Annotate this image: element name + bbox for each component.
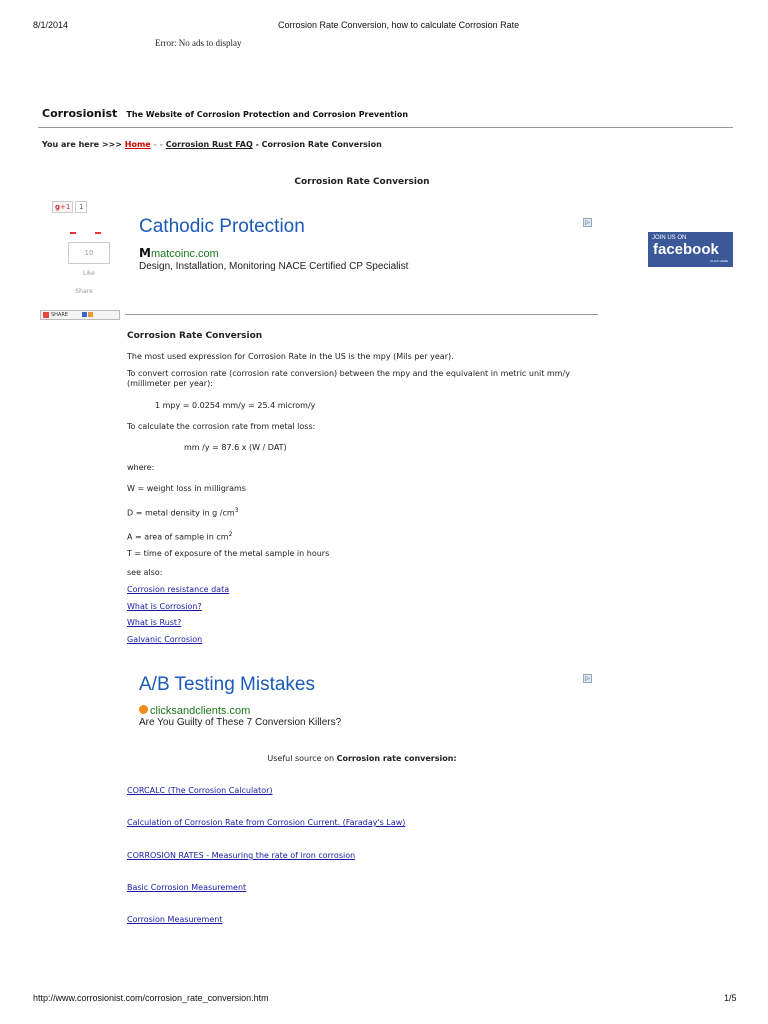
share-plus-icon: [43, 312, 49, 318]
print-title: Corrosion Rate Conversion, how to calculate Corrosion Rate: [278, 20, 520, 30]
article-divider: [125, 314, 598, 315]
ad1-desc: Design, Installation, Monitoring NACE Certified CP Specialist: [139, 261, 409, 272]
where-label: where:: [127, 463, 155, 472]
facebook-click-text: CLICK HERE: [709, 259, 728, 263]
gplus-button[interactable]: [52, 201, 73, 213]
breadcrumb-separator: - -: [153, 140, 163, 149]
gplus-icon: g: [55, 203, 61, 211]
ad1-title[interactable]: Cathodic Protection: [139, 216, 305, 237]
ad1-url[interactable]: matcoinc.com: [150, 248, 219, 260]
article-paragraph-convert: To convert corrosion rate (corrosion rate conversion) between the mpy and the equivalent in metric unit mm/y: [127, 369, 570, 378]
ad2-desc: Are You Guilty of These 7 Conversion Killers?: [139, 717, 342, 728]
addthis-share-button[interactable]: [40, 310, 120, 320]
article-heading: Corrosion Rate Conversion: [127, 331, 263, 341]
article-paragraph-mpy: The most used expression for Corrosion Rate in the US is the mpy (Mils per year).: [127, 352, 454, 361]
breadcrumb: [42, 140, 382, 149]
print-date: 8/1/2014: [33, 20, 69, 30]
print-page-number: 1/5: [724, 993, 737, 1003]
share-services-icon: [82, 312, 87, 317]
conversion-equation: 1 mpy = 0.0254 mm/y = 25.4 microm/y: [155, 401, 316, 410]
like-button[interactable]: Like: [83, 270, 95, 277]
facebook-logo: facebook: [653, 241, 719, 258]
corrosion-rate-formula: mm /y = 87.6 x (W / DAT): [184, 443, 287, 452]
facebook-join-text: JOIN US ON: [652, 235, 687, 241]
gplus-label: +1: [60, 203, 71, 211]
source-link[interactable]: Basic Corrosion Measurement: [127, 883, 247, 892]
print-footer-url: http://www.corrosionist.com/corrosion_rate_conversion.htm: [33, 993, 269, 1003]
site-header: [42, 102, 408, 121]
article-paragraph-convert-cont: (millimeter per year):: [127, 379, 213, 388]
like-count-box: 10: [68, 242, 110, 264]
breadcrumb-current: - Corrosion Rate Conversion: [255, 140, 382, 149]
breadcrumb-prefix: You are here >>>: [42, 140, 122, 149]
share-services-icon: [88, 312, 93, 317]
ad1-url-row: [139, 242, 219, 261]
ad2-title[interactable]: A/B Testing Mistakes: [139, 674, 316, 695]
ad2-url-row: [139, 699, 250, 718]
see-also-link[interactable]: What is Rust?: [127, 618, 182, 627]
site-tagline: The Website of Corrosion Protection and Corrosion Prevention: [126, 110, 409, 119]
a-definition: A = area of sample in $cm^2$: [127, 531, 233, 542]
see-also-link[interactable]: What is Corrosion?: [127, 602, 202, 611]
sources-intro: Useful source on Corrosion rate conversion:: [267, 754, 457, 763]
t-definition: T = time of exposure of the metal sample in hours: [127, 549, 330, 558]
see-also-link[interactable]: Galvanic Corrosion: [127, 635, 203, 644]
red-mark-icon: [70, 232, 76, 234]
source-link[interactable]: Corrosion Measurement: [127, 915, 223, 924]
source-link[interactable]: Calculation of Corrosion Rate from Corrosion Current. (Faraday's Law): [127, 818, 406, 827]
gplus-count: 1: [75, 201, 87, 213]
breadcrumb-faq-link[interactable]: Corrosion Rust FAQ: [165, 140, 253, 149]
source-link[interactable]: CORROSION RATES - Measuring the rate of iron corrosion: [127, 851, 356, 860]
clicksandclients-logo-icon: [139, 705, 148, 714]
breadcrumb-home-link[interactable]: Home: [124, 140, 151, 149]
share-link[interactable]: Share: [75, 288, 93, 295]
adchoices-icon[interactable]: ▷: [583, 218, 592, 227]
matco-logo-icon: M: [139, 246, 151, 260]
source-link[interactable]: CORCALC (The Corrosion Calculator): [127, 786, 273, 795]
ad2-url[interactable]: clicksandclients.com: [150, 705, 251, 717]
red-mark-icon: [95, 232, 101, 234]
facebook-join-banner[interactable]: [648, 232, 733, 267]
share-button-label: SHARE: [51, 312, 68, 318]
ad-error-text: Error: No ads to display: [155, 38, 242, 48]
d-definition: D = metal density in g $/cm^3$: [127, 507, 239, 518]
see-also-label: see also:: [127, 568, 163, 577]
article-paragraph-metal-loss: To calculate the corrosion rate from metal loss:: [127, 422, 316, 431]
see-also-link[interactable]: Corrosion resistance data: [127, 585, 230, 594]
page-title: Corrosion Rate Conversion: [294, 177, 430, 187]
adchoices-icon[interactable]: ▷: [583, 674, 592, 683]
w-definition: W = weight loss in milligrams: [127, 484, 246, 493]
header-divider: [38, 127, 733, 128]
site-name[interactable]: Corrosionist: [42, 107, 118, 120]
